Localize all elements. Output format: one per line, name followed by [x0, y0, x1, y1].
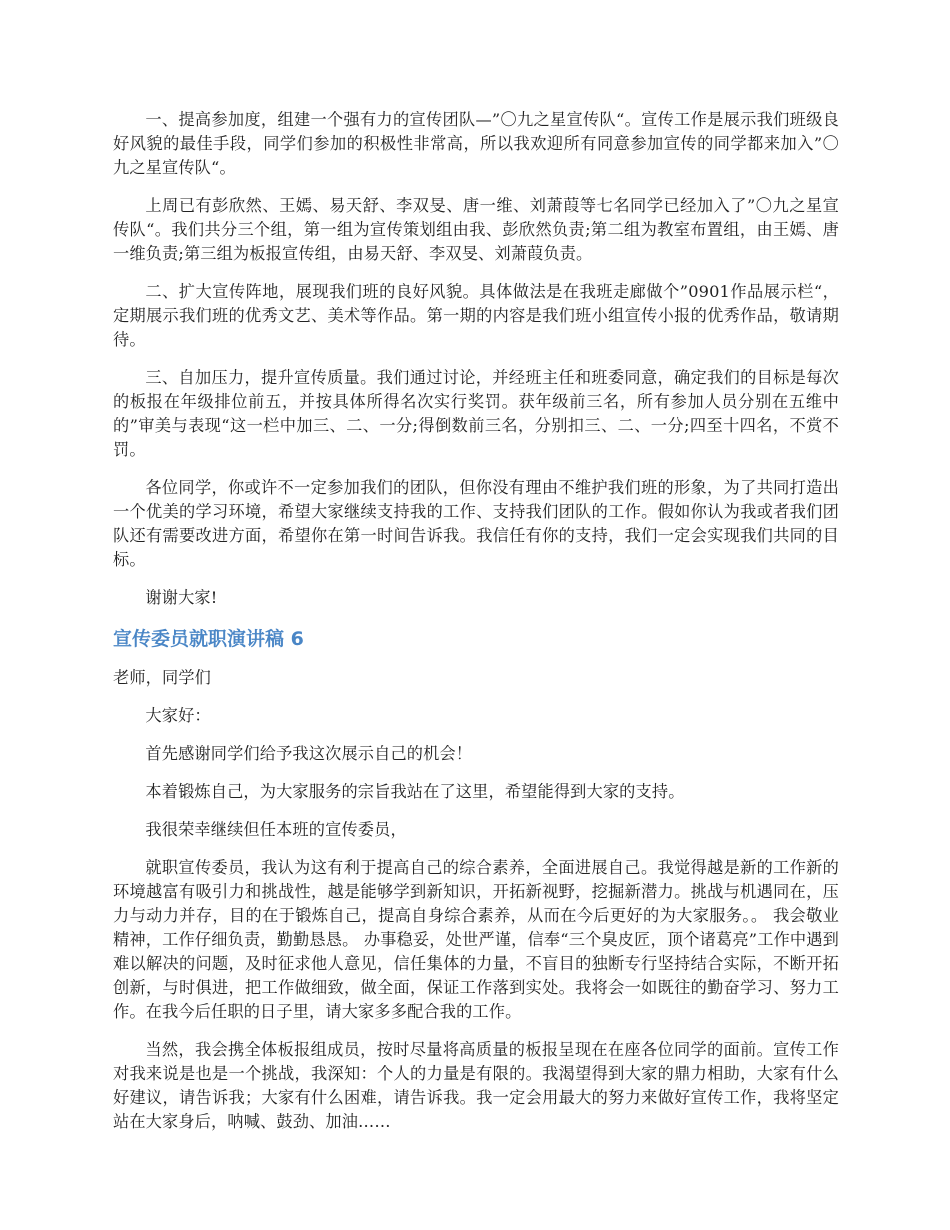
paragraph-purpose: 本着锻炼自己，为大家服务的宗旨我站在了这里，希望能得到大家的支持。	[145, 782, 685, 801]
document-page	[113, 108, 839, 1148]
section-heading: 宣传委员就职演讲稿 6	[113, 628, 304, 650]
paragraph-appeal: 各位同学，你或许不一定参加我们的团队，但你没有理由不维护我们班的形象，为了共同打造出一个优美的学习环境，希望大家继续支持我的工作、支持我们团队的工作。假如你认为我或者我们团队还有需要改进方面，希望你在第一时间告诉我。我信任有你的支持，我们一定会实现我们共同的目标。	[113, 478, 839, 569]
paragraph-commitment: 就职宣传委员，我认为这有利于提高自己的综合素养，全面进展自己。我觉得越是新的工作新的环境越富有吸引力和挑战性，越是能够学到新知识，开拓新视野，挖掘新潜力。挑战与机遇同在，压力与动力并存，目的在于锻炼自己，提高自身综合素养，从而在今后更好的为大家服务。。 我会敬业精神，工作仔细负责，勤勤恳恳。 办事稳妥，处世严谨，信奉“三个臭皮匠，顶个诸葛亮”工作中遇到难以解决的问题，及时征求他人意见，信任集体的力量，不盲目的独断专行坚持结合实际，不断开拓创新，与时俱进，把工作做细致，做全面，保证工作落到实处。我将会一如既往的勤奋学习、努力工作。在我今后任职的日子里，请大家多多配合我的工作。	[113, 858, 839, 1021]
paragraph-point-three: 三、自加压力，提升宣传质量。我们通过讨论，并经班主任和班委同意，确定我们的目标是每次的板报在年级排位前五，并按具体所得名次实行奖罚。获年级前三名，所有参加人员分别在五维中的”审美与表现“这一栏中加三、二、一分;得倒数前三名，分别扣三、二、一分;四至十四名，不赏不罚。	[113, 368, 839, 459]
paragraph-greeting: 大家好：	[145, 706, 211, 725]
paragraph-honor: 我很荣幸继续但任本班的宣传委员，	[145, 820, 407, 839]
paragraph-gratitude: 首先感谢同学们给予我这次展示自己的机会！	[145, 744, 473, 763]
paragraph-thanks: 谢谢大家!	[145, 588, 218, 607]
paragraph-point-two: 二、扩大宣传阵地，展现我们班的良好风貌。具体做法是在我班走廊做个”0901作品展示栏“，定期展示我们班的优秀文艺、美术等作品。第一期的内容是我们班小组宣传小报的优秀作品，敬请期待。	[113, 282, 839, 349]
paragraph-team-members: 上周已有彭欣然、王嫣、易天舒、李双旻、唐一维、刘萧葭等七名同学已经加入了”〇九之星宣传队“。我们共分三个组，第一组为宣传策划组由我、彭欣然负责;第二组为教室布置组，由王嫣、唐一维负责;第三组为板报宣传组，由易天舒、李双旻、刘萧葭负责。	[113, 196, 839, 263]
salutation: 老师，同学们	[113, 668, 212, 687]
paragraph-point-one: 一、提高参加度，组建一个强有力的宣传团队—”〇九之星宣传队“。宣传工作是展示我们班级良好风貌的最佳手段，同学们参加的积极性非常高，所以我欢迎所有同意参加宣传的同学都来加入”〇九之星宣传队“。	[113, 110, 839, 177]
paragraph-closing: 当然，我会携全体板报组成员，按时尽量将高质量的板报呈现在在座各位同学的面前。宣传工作对我来说是也是一个挑战，我深知：个人的力量是有限的。我渴望得到大家的鼎力相助，大家有什么好建议，请告诉我；大家有什么困难，请告诉我。我一定会用最大的努力来做好宣传工作，我将坚定站在大家身后，呐喊、鼓劲、加油……	[113, 1040, 839, 1131]
